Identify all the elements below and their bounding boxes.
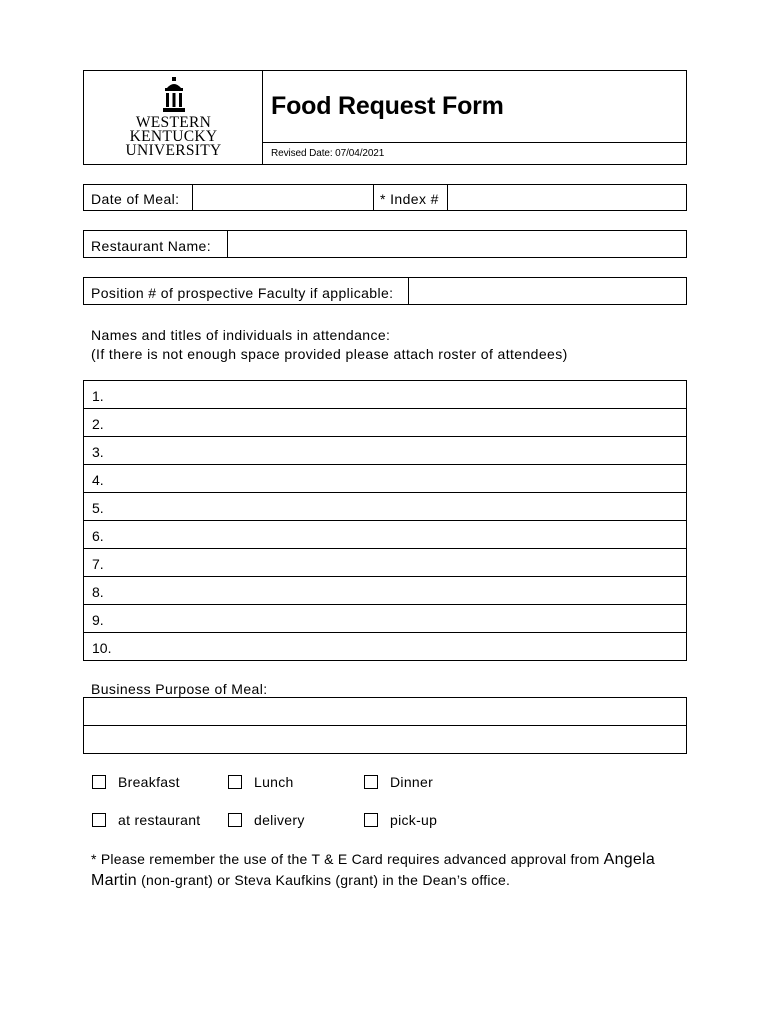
position-label: Position # of prospective Faculty if applicable: <box>91 285 394 301</box>
attendee-row[interactable] <box>84 549 686 577</box>
delivery-checkbox[interactable] <box>228 813 242 827</box>
revised-date: Revised Date: 07/04/2021 <box>271 148 385 159</box>
cupola-icon <box>162 77 186 115</box>
attendees-table <box>83 380 687 661</box>
position-row <box>83 277 687 305</box>
approval-note <box>91 849 691 891</box>
attendee-row[interactable] <box>84 409 686 437</box>
purpose-label: Business Purpose of Meal: <box>91 681 268 697</box>
lunch-label: Lunch <box>254 774 294 790</box>
attendees-instruction: Names and titles of individuals in attendance: <box>91 327 391 343</box>
attendee-number: 8. <box>92 584 104 600</box>
restaurant-label: Restaurant Name: <box>91 238 212 254</box>
breakfast-option[interactable] <box>92 774 180 790</box>
attendee-number: 10. <box>92 640 112 656</box>
delivery-option[interactable] <box>228 812 305 828</box>
attendee-number: 2. <box>92 416 104 432</box>
attendee-row[interactable] <box>84 605 686 633</box>
pick-up-label: pick-up <box>390 812 438 828</box>
breakfast-checkbox[interactable] <box>92 775 106 789</box>
attendee-number: 3. <box>92 444 104 460</box>
dinner-label: Dinner <box>390 774 434 790</box>
pick-up-option[interactable] <box>364 812 437 828</box>
revised-row <box>263 142 686 164</box>
at-restaurant-label: at restaurant <box>118 812 201 828</box>
at-restaurant-option[interactable] <box>92 812 201 828</box>
logo-text-kentucky: KENTUCKY <box>129 128 218 145</box>
breakfast-label: Breakfast <box>118 774 180 790</box>
divider <box>373 185 374 210</box>
index-label: * Index # <box>380 191 439 207</box>
logo-text-university: UNIVERSITY <box>125 142 222 159</box>
attendee-row[interactable] <box>84 493 686 521</box>
purpose-box <box>83 697 687 754</box>
attendee-number: 7. <box>92 556 104 572</box>
attendee-number: 4. <box>92 472 104 488</box>
attendee-row[interactable] <box>84 381 686 409</box>
note-text-middle: (non-grant) or Steva Kaufkins (grant) in the Dean’s office. <box>136 872 511 888</box>
at-restaurant-checkbox[interactable] <box>92 813 106 827</box>
purpose-line-2[interactable] <box>84 726 686 753</box>
date-index-row <box>83 184 687 211</box>
note-text-before: * Please remember the use of the T & E Card requires advanced approval from <box>91 851 604 867</box>
note-name-last: Martin <box>91 872 137 889</box>
dinner-checkbox[interactable] <box>364 775 378 789</box>
delivery-label: delivery <box>254 812 305 828</box>
pick-up-checkbox[interactable] <box>364 813 378 827</box>
index-field[interactable] <box>448 185 686 210</box>
restaurant-field[interactable] <box>228 231 686 257</box>
attendee-number: 9. <box>92 612 104 628</box>
attendee-number: 1. <box>92 388 104 404</box>
dinner-option[interactable] <box>364 774 433 790</box>
attendees-instruction-note: (If there is not enough space provided please attach roster of attendees) <box>91 346 568 362</box>
form-header <box>83 70 687 165</box>
lunch-checkbox[interactable] <box>228 775 242 789</box>
attendee-row[interactable] <box>84 633 686 661</box>
purpose-line-1[interactable] <box>84 698 686 725</box>
form-title: Food Request Form <box>271 92 504 120</box>
logo-text-western: WESTERN <box>135 114 212 131</box>
lunch-option[interactable] <box>228 774 294 790</box>
attendee-number: 5. <box>92 500 104 516</box>
university-logo <box>84 71 263 164</box>
attendee-row[interactable] <box>84 577 686 605</box>
title-cell <box>263 71 686 164</box>
attendee-row[interactable] <box>84 437 686 465</box>
attendee-number: 6. <box>92 528 104 544</box>
attendee-row[interactable] <box>84 465 686 493</box>
note-name-first: Angela <box>603 851 655 868</box>
position-field[interactable] <box>409 278 686 304</box>
attendee-row[interactable] <box>84 521 686 549</box>
restaurant-row <box>83 230 687 258</box>
date-of-meal-label: Date of Meal: <box>91 191 180 207</box>
